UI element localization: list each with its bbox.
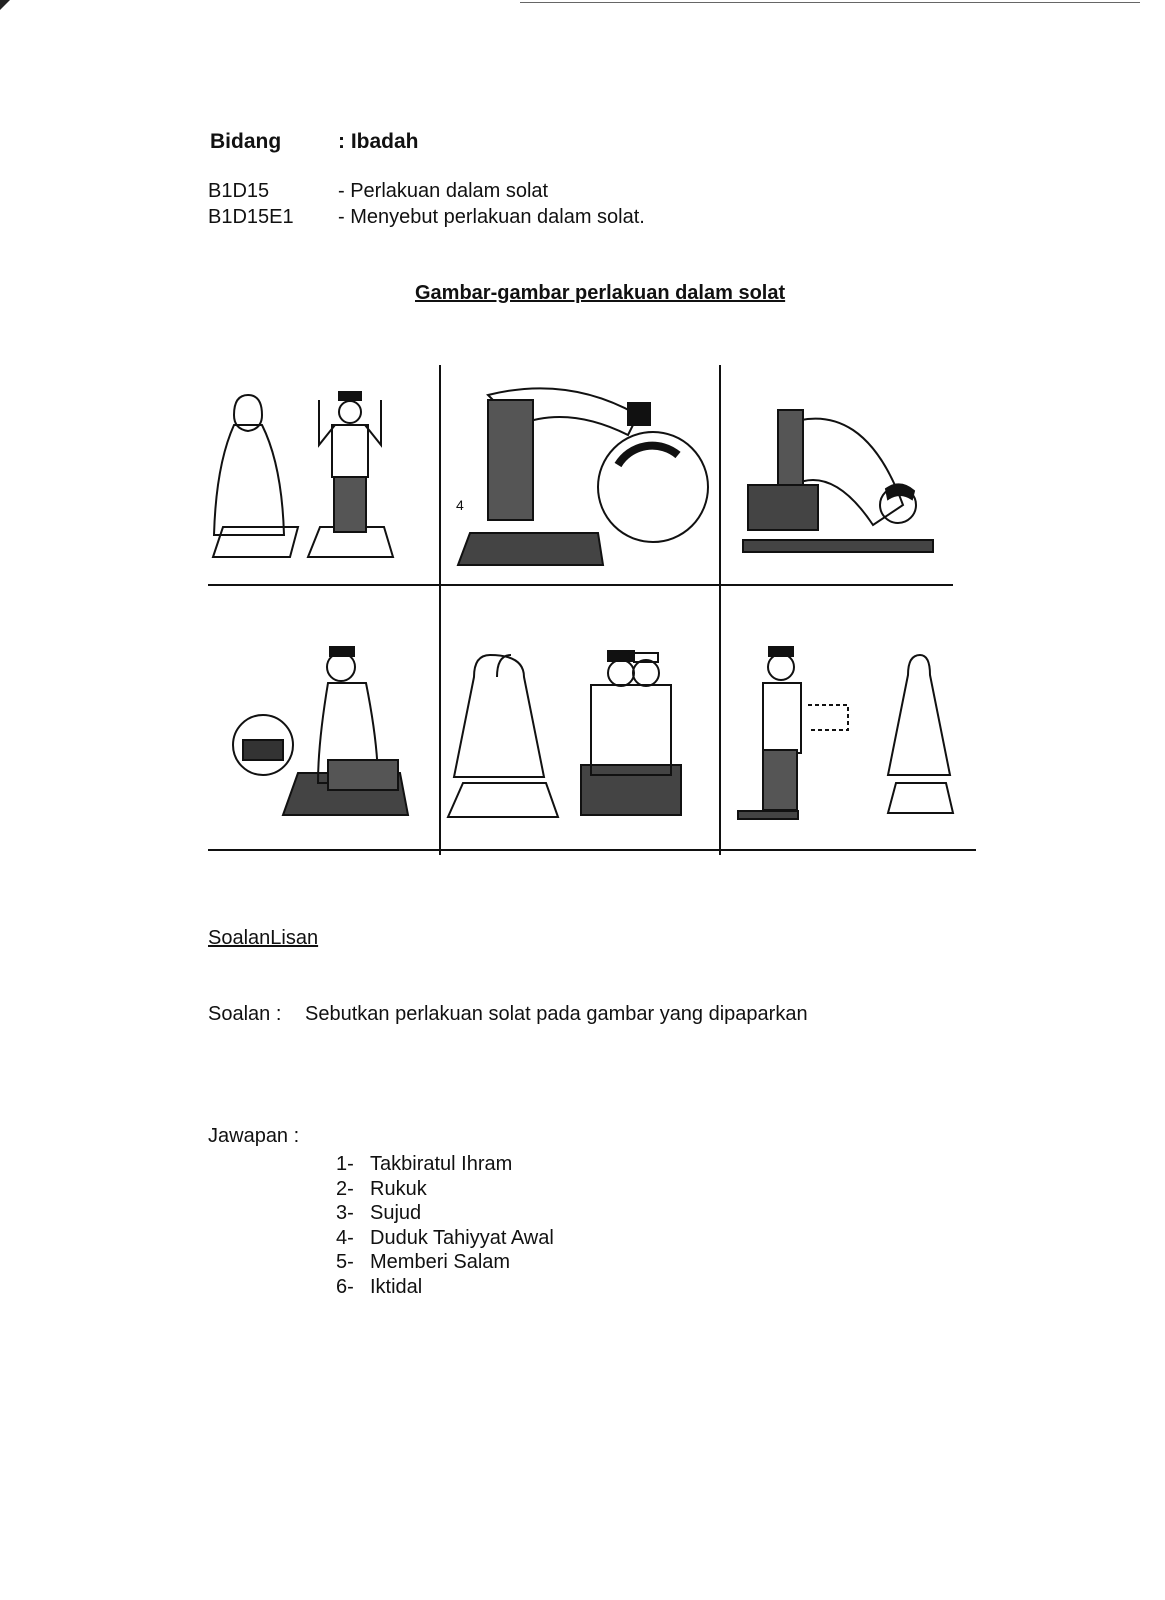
seated-back-view-icon xyxy=(448,651,681,817)
answer-label: Jawapan : xyxy=(208,1125,300,1147)
question-label: Soalan : xyxy=(208,1003,282,1025)
answer-text: Rukuk xyxy=(370,1177,427,1200)
standing-hands-raised-icon xyxy=(213,392,393,557)
code-b1d15: B1D15 xyxy=(208,180,270,202)
answer-number: 1- xyxy=(336,1153,354,1175)
answer-text: Sujud xyxy=(370,1202,422,1225)
list-item xyxy=(336,1177,554,1202)
panel-number: 4 xyxy=(456,497,464,513)
scan-edge-line xyxy=(520,2,1140,3)
code-b1d15-desc: - Perlakuan dalam solat xyxy=(338,180,549,202)
answer-number: 2- xyxy=(336,1177,354,1200)
answer-text: Iktidal xyxy=(370,1275,423,1298)
bidang-value: : Ibadah xyxy=(338,130,419,153)
list-item xyxy=(336,1275,554,1300)
answer-number: 3- xyxy=(336,1202,354,1225)
sitting-icon xyxy=(233,647,408,815)
figure-title: Gambar-gambar perlakuan dalam solat xyxy=(415,282,786,304)
answer-number: 5- xyxy=(336,1251,354,1274)
prayer-positions-grid xyxy=(208,365,976,855)
answer-number: 4- xyxy=(336,1226,354,1249)
prostration-icon xyxy=(743,410,933,552)
answer-list xyxy=(336,1152,554,1300)
question-section-title: SoalanLisan xyxy=(208,927,319,949)
list-item xyxy=(336,1152,554,1177)
code-b1d15e1: B1D15E1 xyxy=(208,206,294,228)
answer-text: Memberi Salam xyxy=(370,1251,511,1274)
answer-text: Takbiratul Ihram xyxy=(370,1153,513,1175)
answer-text: Duduk Tahiyyat Awal xyxy=(370,1226,554,1249)
standing-upright-icon xyxy=(738,647,953,819)
list-item xyxy=(336,1226,554,1251)
bidang-label: Bidang xyxy=(210,130,282,153)
scan-corner-mark xyxy=(0,0,10,10)
question-text: Sebutkan perlakuan solat pada gambar yang dipaparkan xyxy=(305,1003,808,1025)
bowing-icon xyxy=(456,388,708,565)
list-item xyxy=(336,1201,554,1226)
list-item xyxy=(336,1250,554,1275)
answer-number: 6- xyxy=(336,1275,354,1298)
code-b1d15e1-desc: - Menyebut perlakuan dalam solat. xyxy=(338,206,645,228)
